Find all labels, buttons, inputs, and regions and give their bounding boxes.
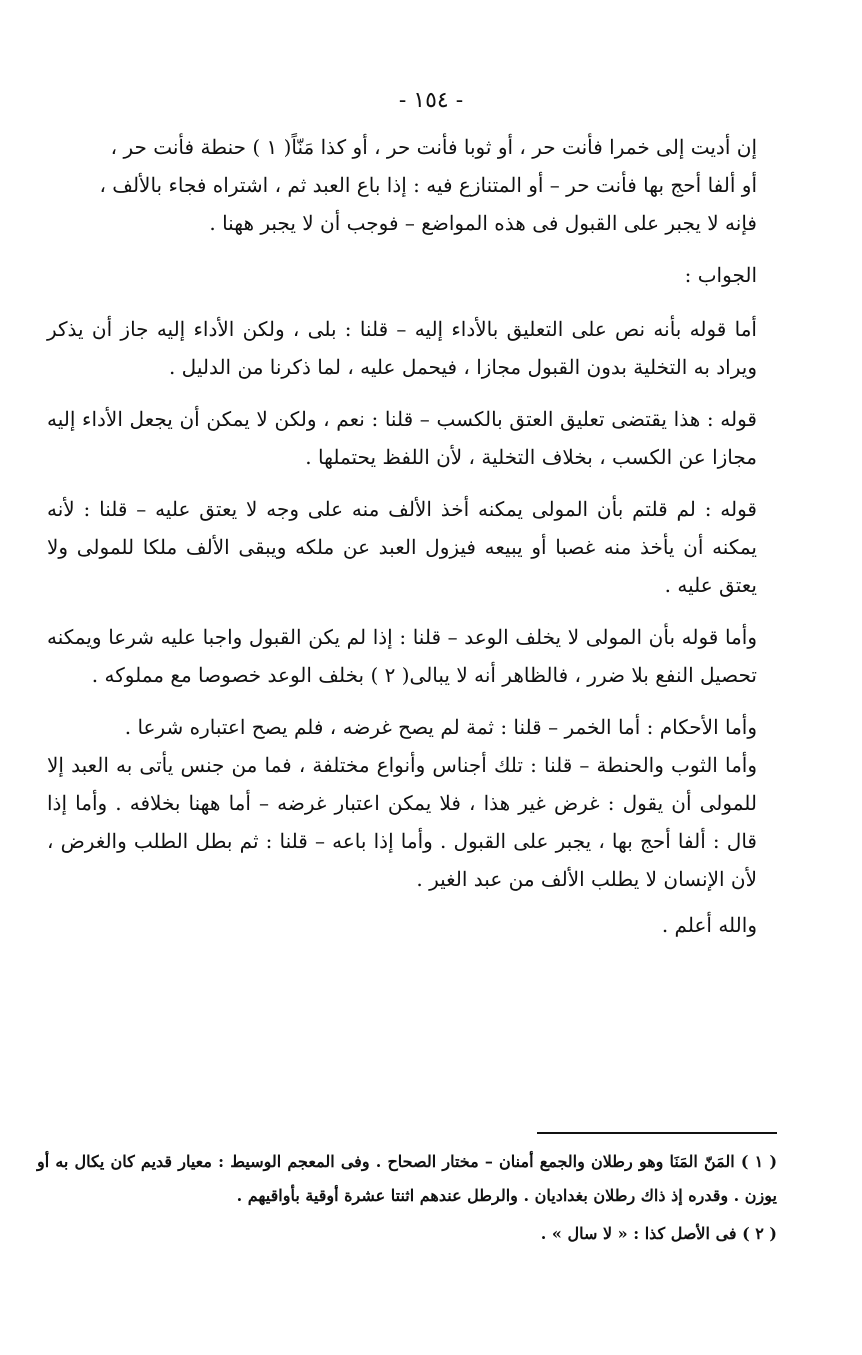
ahkam-paragraph — [47, 708, 757, 898]
footnote-2: ( ٢ ) فى الأصل كذا : « لا سال » . — [540, 1224, 777, 1243]
intro-paragraph — [47, 128, 757, 242]
ahkam-line: وأما الثوب والحنطة – قلنا : تلك أجناس وأنواع مختلفة ، فما من جنس يأتى به العبد إلا للمولى أن يقول : غرض غير هذا ، فلا يمكن اعتبار غرضه – أما ههنا بخلافه . وأما إذا قال : ألفا أحج بها ، يجبر على القبول . وأما إذا باعه – قلنا : ثم بطل الطلب والغرض ، لأن الإنسان لا يطلب الألف من عبد الغير . — [47, 753, 757, 891]
main-text — [47, 128, 757, 944]
ahkam-line: وأما الأحكام : أما الخمر – قلنا : ثمة لم يصح غرضه ، فلم يصح اعتباره شرعا . — [124, 715, 757, 739]
intro-line: فإنه لا يجبر على القبول فى هذه المواضع – فوجب أن لا يجبر ههنا . — [209, 211, 757, 235]
footnotes — [37, 1145, 777, 1255]
answer-heading: الجواب : — [684, 263, 757, 287]
paragraph-reply-2: قوله : هذا يقتضى تعليق العتق بالكسب – قلنا : نعم ، ولكن لا يمكن أن يجعل الأداء إليه مجازا عن الكسب ، بخلاف التخلية ، لأن اللفظ يحتملها . — [47, 407, 757, 469]
paragraph-reply-3: قوله : لم قلتم بأن المولى يمكنه أخذ الألف منه على وجه لا يعتق عليه – قلنا : لأنه يمكنه أن يأخذ منه غصبا أو يبيعه فيزول العبد عن ملكه ويبقى الألف ملكا للمولى ولا يعتق عليه . — [47, 497, 757, 597]
footnote-divider — [537, 1132, 777, 1134]
intro-line: إن أديت إلى خمرا فأنت حر ، أو ثوبا فأنت حر ، أو كذا مَنّاً( ١ ) حنطة فأنت حر ، — [110, 135, 757, 159]
page-number: - ١٥٤ - — [398, 88, 464, 113]
footnote-1: ( ١ ) المَنّ المَنَا وهو رطلان والجمع أمنان – مختار الصحاح . وفى المعجم الوسيط : معيار قديم كان يكال به أو يوزن . وقدره إذ ذاك رطلان بغداديان . والرطل عندهم اثنتا عشرة أوقية بأواقيهم . — [37, 1152, 778, 1205]
paragraph-reply-4: وأما قوله بأن المولى لا يخلف الوعد – قلنا : إذا لم يكن القبول واجبا عليه شرعا ويمكنه تحصيل النفع بلا ضرر ، فالظاهر أنه لا يبالى( ٢ ) بخلف الوعد خصوصا مع مملوكه . — [47, 625, 757, 687]
paragraph-reply-1: أما قوله بأنه نص على التعليق بالأداء إليه – قلنا : بلى ، ولكن الأداء إليه جاز أن يذكر ويراد به التخلية بدون القبول مجازا ، فيحمل عليه ، لما ذكرنا من الدليل . — [47, 317, 757, 379]
closing-phrase: والله أعلم . — [661, 913, 757, 937]
intro-line: أو ألفا أحج بها فأنت حر – أو المتنازع فيه : إذا باع العبد ثم ، اشتراه فجاء بالألف ، — [99, 173, 757, 197]
